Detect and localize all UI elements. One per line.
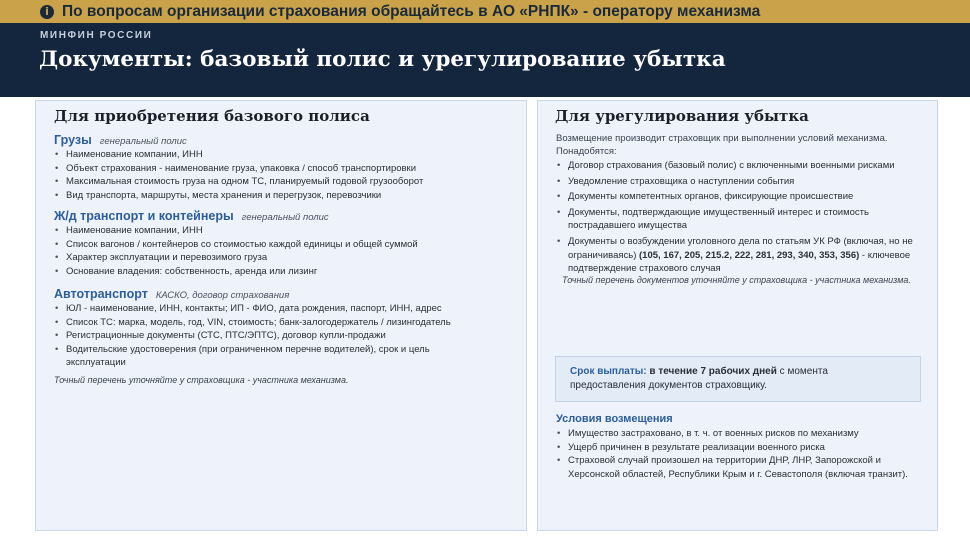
section-auto-name: Автотранспорт (54, 287, 148, 301)
list-item: • Список ТС: марка, модель, год, VIN, стоимость; банк-залогодержатель / лизингодатель (54, 316, 474, 330)
policy-panel-title: Для приобретения базового полиса (54, 107, 370, 125)
claim-note: Точный перечень документов уточняйте у страховщика - участника механизма. (562, 275, 911, 285)
section-cargo (54, 133, 524, 202)
section-auto-subtitle: КАСКО, договор страхования (155, 290, 290, 301)
list-item: • Характер эксплуатации и перевозимого груза (54, 251, 524, 265)
notice-bar (0, 0, 970, 23)
list-item: • Регистрационные документы (СТС, ПТС/ЭПТС), договор купли-продажи (54, 329, 474, 343)
policy-note: Точный перечень уточняйте у страховщика - участника механизма. (54, 375, 349, 385)
conditions-title: Условия возмещения (556, 413, 673, 425)
list-item: • Список вагонов / контейнеров со стоимостью каждой единицы и общей суммой (54, 238, 524, 252)
list-item: • Уведомление страховщика о наступлении события (556, 175, 926, 189)
notice-text: По вопросам организации страхования обращайтесь в АО «РНПК» - оператору механизма (62, 2, 761, 20)
payout-label: Срок выплаты: (570, 366, 647, 377)
claim-panel (537, 100, 938, 531)
list-item: • Наименование компании, ИНН (54, 224, 524, 238)
list-item (556, 235, 926, 276)
list-item: • Наименование компании, ИНН (54, 148, 524, 162)
claim-documents-list (556, 159, 926, 278)
list-item: • Вид транспорта, маршруты, места хранения и перегрузок, перевозчики (54, 189, 524, 203)
list-item: • Страховой случай произошел на территории ДНР, ЛНР, Запорожской и Херсонской областей, Республики Крым и г. Севастополя (включая транзит). (556, 454, 926, 481)
info-icon: i (40, 5, 54, 19)
list-item: • Ущерб причинен в результате реализации военного риска (556, 441, 926, 455)
section-auto (54, 287, 524, 370)
payout-term: в течение 7 рабочих дней (649, 366, 777, 377)
payout-callout (555, 356, 921, 402)
list-item: • Максимальная стоимость груза на одном ТС, планируемый годовой грузооборот (54, 175, 524, 189)
criminal-articles: (105, 167, 205, 215.2, 222, 281, 293, 340, 353, 356) (639, 249, 860, 261)
list-item: • ЮЛ - наименование, ИНН, контакты; ИП - ФИО, дата рождения, паспорт, ИНН, адрес (54, 302, 474, 316)
section-railway-subtitle: генеральный полис (241, 212, 329, 223)
list-item: • Документы компетентных органов, фиксирующие происшествие (556, 190, 926, 204)
list-item: • Водительские удостоверения (при ограниченном перечне водителей), срок и цель эксплуатации (54, 343, 474, 370)
criminal-case-text: Документы о возбуждении уголовного дела по статьям УК РФ (включая, но не ограничиваясь) (568, 235, 913, 261)
ministry-label: МИНФИН РОССИИ (40, 30, 153, 41)
section-cargo-subtitle: генеральный полис (99, 136, 187, 147)
claim-panel-title: Для урегулирования убытка (555, 107, 809, 125)
conditions-list (556, 427, 926, 481)
section-cargo-name: Грузы (54, 133, 92, 147)
page-title: Документы: базовый полис и урегулирование убытка (39, 47, 726, 72)
payout-rest: с момента предоставления документов страховщику. (570, 366, 828, 391)
list-item: • Имущество застраховано, в т. ч. от военных рисков по механизму (556, 427, 926, 441)
claim-intro: Возмещение производит страховщик при выполнении условий механизма. Понадобятся: (556, 133, 888, 157)
criminal-case-tail: - ключевое подтверждение страхового случая (568, 249, 911, 275)
section-railway (54, 209, 524, 278)
list-item: • Документы, подтверждающие имущественный интерес и стоимость пострадавшего имущества (556, 206, 926, 233)
page-header (0, 23, 970, 97)
list-item: • Объект страхования - наименование груза, упаковка / способ транспортировки (54, 162, 524, 176)
list-item: • Договор страхования (базовый полис) с включенными военными рисками (556, 159, 926, 173)
policy-panel (35, 100, 527, 531)
section-railway-name: Ж/д транспорт и контейнеры (54, 209, 234, 223)
list-item: • Основание владения: собственность, аренда или лизинг (54, 265, 524, 279)
